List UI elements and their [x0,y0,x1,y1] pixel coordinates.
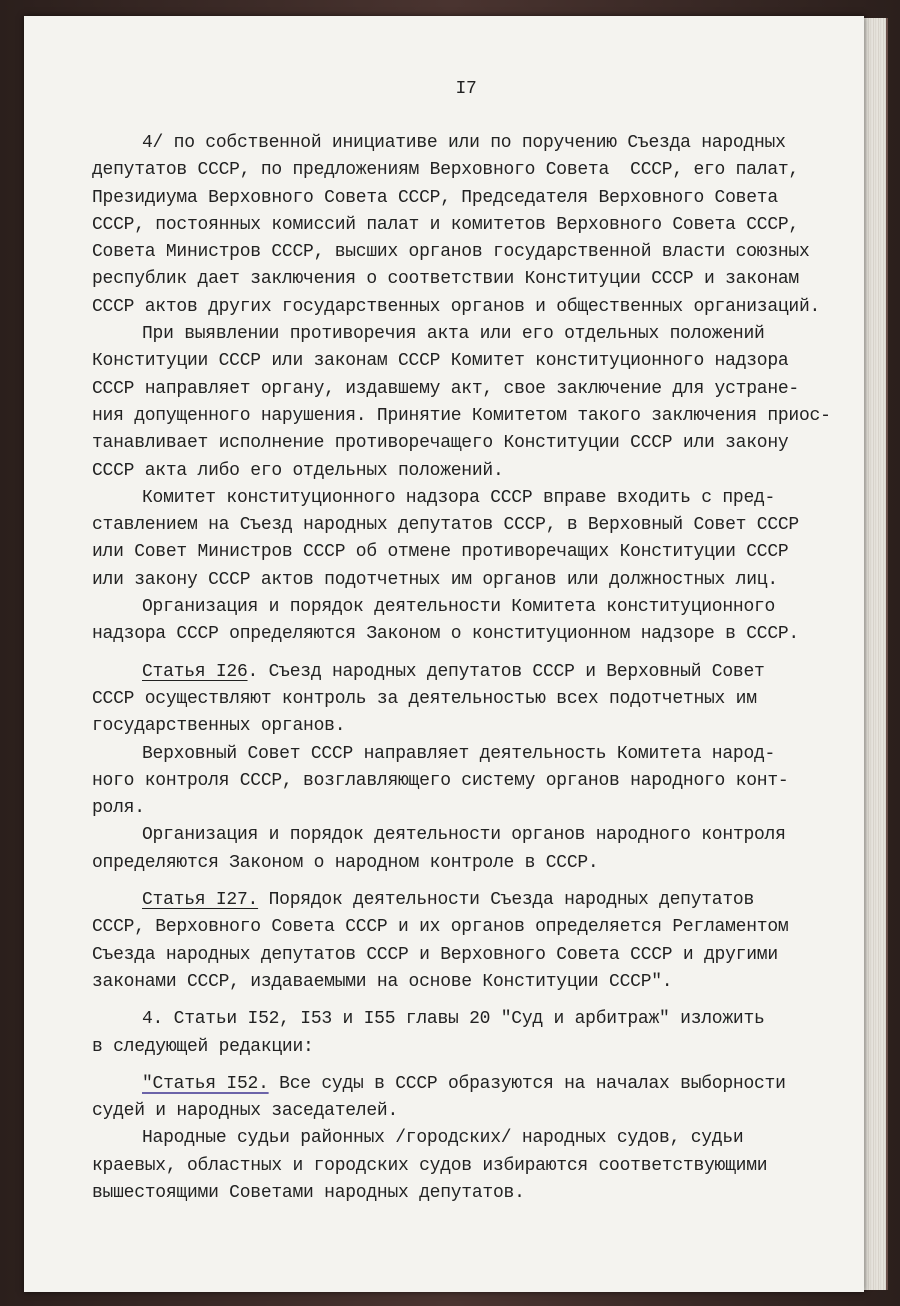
text-line: определяются Законом о народном контроле в СССР. [92,852,599,873]
paragraph [92,822,862,877]
text-line: 4/ по собственной инициативе или по поручению Съезда народных [142,133,786,153]
paragraph [92,130,862,321]
article-heading: "Статья I52. [142,1073,269,1094]
text-line: СССР направляет органу, издавшему акт, свое заключение для устране- [92,378,799,399]
paragraph [92,1006,862,1061]
text-line: СССР акта либо его отдельных положений. [92,460,504,481]
page-number: I7 [455,79,477,99]
text-line: надзора СССР определяются Законом о конституционном надзоре в СССР. [92,624,799,645]
text-line: Статья I26. Съезд народных депутатов СССР и Верховный Совет [142,661,765,682]
text-line: СССР, Верховного Совета СССР и их органов определяется Регламентом [92,917,789,938]
text-line: ния допущенного нарушения. Принятие Комитетом такого заключения приос- [92,405,831,426]
document-text [92,76,862,1207]
text-line: Верховный Совет СССР направляет деятельность Комитета народ- [142,743,776,764]
article-152 [92,1071,862,1126]
text-line: Комитет конституционного надзора СССР вправе входить с пред- [142,487,776,508]
paragraph [92,485,862,594]
text-line: ставлением на Съезд народных депутатов СССР, в Верховный Совет СССР [92,515,799,536]
article-126 [92,659,862,741]
text-line: республик дает заключения о соответствии Конституции СССР и законам [92,269,799,290]
text-line: или Совет Министров СССР об отмене противоречащих Конституции СССР [92,542,789,563]
text-line: танавливает исполнение противоречащего Конституции СССР или закону [92,433,789,454]
text-line: Статья I27. Порядок деятельности Съезда народных депутатов [142,890,755,911]
text-line: СССР актов других государственных органов и общественных организаций. [92,296,821,317]
text-line: 4. Статьи I52, I53 и I55 главы 20 "Суд и арбитраж" изложить [142,1009,765,1030]
paragraph [92,741,862,823]
text-line: судей и народных заседателей. [92,1101,399,1122]
text-line: краевых, областных и городских судов избираются соответствующими [92,1155,768,1176]
article-127 [92,887,862,996]
text-line: депутатов СССР, по предложениям Верховного Совета СССР, его палат, [92,160,799,181]
text-line: При выявлении противоречия акта или его отдельных положений [142,324,765,345]
article-heading: Статья I26 [142,661,248,682]
document-page [24,16,864,1292]
text-line: Конституции СССР или законам СССР Комитет конституционного надзора [92,351,789,372]
page-stack-edge [864,18,888,1290]
text-line: или закону СССР актов подотчетных им органов или должностных лиц. [92,569,778,590]
article-heading: Статья I27. [142,890,259,911]
text-line: "Статья I52. Все суды в СССР образуются на началах выборности [142,1073,786,1094]
text-line: государственных органов. [92,716,346,737]
text-line: Съезда народных депутатов СССР и Верховного Совета СССР и другими [92,944,778,965]
text-line: СССР осуществляют контроль за деятельностью всех подотчетных им [92,688,757,709]
text-line: ного контроля СССР, возглавляющего систему органов народного конт- [92,770,789,791]
text-line: Совета Министров СССР, высших органов государственной власти союзных [92,242,810,263]
text-line: Народные судьи районных /городских/ народных судов, судьи [142,1128,744,1149]
text-line: Организация и порядок деятельности Комитета конституционного [142,597,776,618]
text-line: Президиума Верховного Совета СССР, Председателя Верховного Совета [92,187,778,208]
text-line: вышестоящими Советами народных депутатов. [92,1182,525,1203]
text-line: роля. [92,798,145,819]
text-line: СССР, постоянных комиссий палат и комитетов Верховного Совета СССР, [92,214,799,235]
paragraph [92,594,862,649]
text-line: в следующей редакции: [92,1036,314,1057]
paragraph [92,321,862,485]
paragraph [92,1125,862,1207]
text-line: законами СССР, издаваемыми на основе Конституции СССР". [92,971,673,992]
text-line: Организация и порядок деятельности органов народного контроля [142,825,786,846]
